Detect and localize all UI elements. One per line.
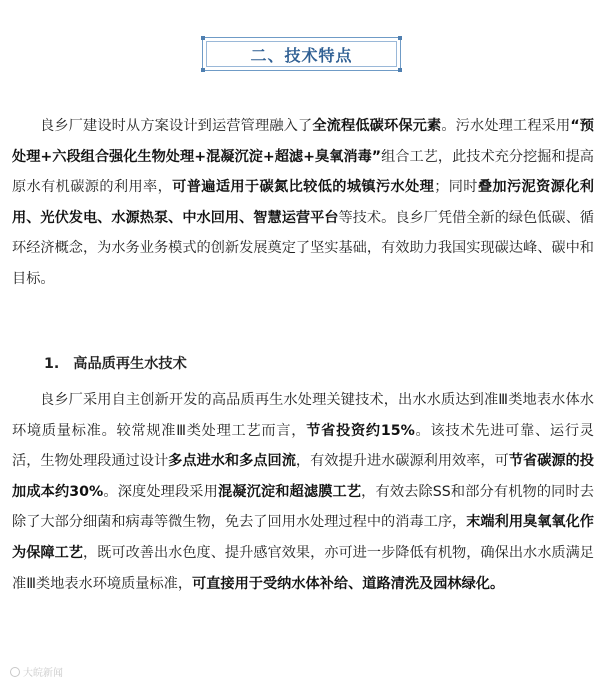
text-segment: 组合工艺，此技术充分挖掘和提高原水有机碳源的利用率，	[12, 148, 594, 196]
bold-text-segment: 可普遍适用于碳氮比较低的城镇污水处理	[172, 179, 435, 196]
bold-text-segment: “预处理+六段组合强化生物处理+混凝沉淀+超滤+臭氧消毒”	[12, 118, 594, 165]
text-segment: 良乡厂建设时从方案设计到运营管理融入了	[40, 118, 313, 134]
watermark	[10, 664, 63, 679]
text-segment: 良乡厂采用自主创新开发的高品质再生水处理关键技术，出水水质达到准Ⅲ类地表水体水环境质量标准。较常规准Ⅲ类处理工艺而言，	[12, 392, 594, 439]
subsection-heading	[44, 352, 187, 376]
section-title-box	[202, 37, 401, 71]
corner-ornament	[201, 68, 205, 72]
bold-text-segment: 混凝沉淀和超滤膜工艺	[217, 483, 362, 500]
watermark-text: 大皖新闻	[23, 668, 63, 679]
section-title-inner-frame	[206, 41, 397, 67]
corner-ornament	[201, 36, 205, 40]
bold-text-segment: 全流程低碳环保元素	[312, 118, 442, 134]
intro-paragraph	[12, 111, 594, 295]
bold-text-segment: 可直接用于受纳水体补给、道路清洗及园林绿化。	[192, 575, 505, 592]
bold-text-segment: 节省投资约15%	[306, 422, 415, 439]
text-segment: 。该技术先进可靠、运行灵活，生物处理段通过设计	[12, 422, 594, 470]
bold-text-segment: 末端利用臭氧氧化作为保障工艺	[12, 514, 594, 561]
text-segment: ，有效去除SS和部分有机物的同时去除了大部分细菌和病毒等微生物，免去了回用水处理过程中的消毒工序，	[12, 483, 594, 531]
corner-ornament	[398, 68, 402, 72]
watermark-logo-icon	[10, 667, 20, 677]
subsection-number: 1.	[44, 356, 60, 372]
text-segment: ，有效提升进水碳源利用效率，可	[295, 453, 509, 470]
bold-text-segment: 多点进水和多点回流	[168, 453, 296, 470]
text-segment: ，既可改善出水色度、提升感官效果，亦可进一步降低有机物，确保出水水质满足准Ⅲ类地表水环境质量标准，	[12, 544, 594, 592]
bold-text-segment: 叠加污泥资源化利用、光伏发电、水源热泵、中水回用、智慧运营平台	[12, 179, 594, 226]
text-segment: 。深度处理段采用	[103, 483, 218, 500]
subsection-title: 高品质再生水技术	[73, 356, 187, 372]
text-segment: 。污水处理工程采用	[441, 118, 571, 134]
section-title: 二、技术特点	[250, 45, 353, 65]
technology-paragraph	[12, 385, 594, 599]
text-segment: ；同时	[434, 179, 478, 196]
text-segment: 等技术。良乡厂凭借全新的绿色低碳、循环经济概念，为水务业务模式的创新发展奠定了坚实基础，有效助力我国实现碳达峰、碳中和目标。	[12, 209, 594, 287]
bold-text-segment: 节省碳源的投加成本约30%	[12, 453, 594, 500]
corner-ornament	[398, 36, 402, 40]
